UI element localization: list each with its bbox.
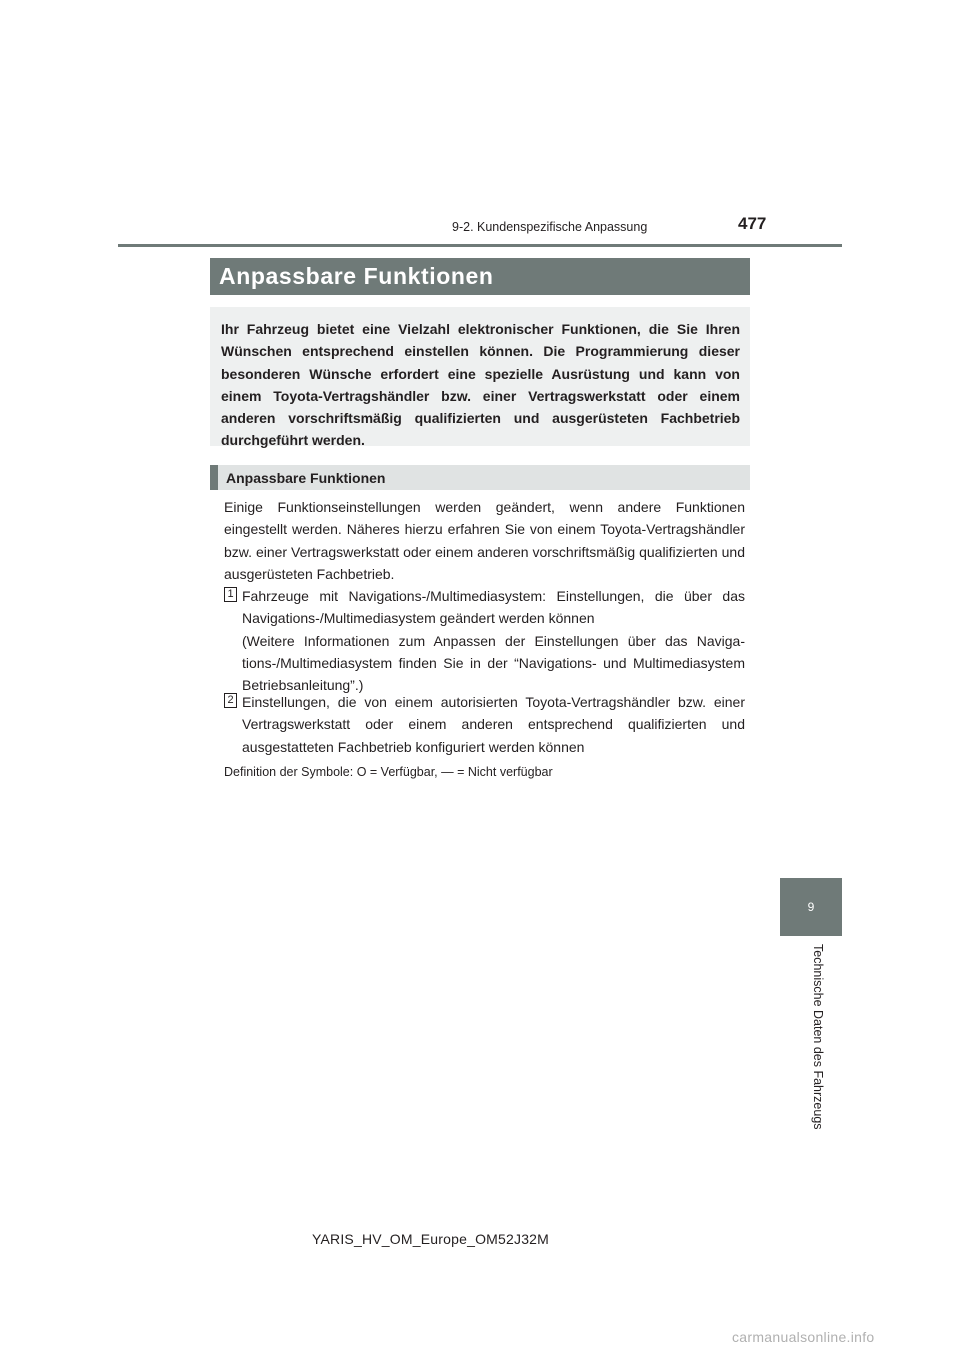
symbol-definition-note: Definition der Symbole: O = Verfügbar, — = Nicht verfügbar	[224, 765, 553, 779]
intro-box	[210, 307, 750, 449]
body-paragraph: Einige Funktionseinstellungen werden geändert, wenn andere Funktionen eingestellt werden. Näheres hierzu erfahren Sie von einem Toyota-Vertragshändler bzw. einer Vertragswerkstatt oder einem anderen vorschriftsmäßig qualifizierten und ausgerüsteten Fachbetrieb.	[224, 499, 745, 582]
footer-document-code: YARIS_HV_OM_Europe_OM52J32M	[312, 1231, 550, 1247]
item-1-note: (Weitere Informationen zum Anpassen der Einstellungen über das Navigations-/Multimediasystem finden Sie in der “Navigations- und Multimediasystem Betriebsanleitung”.)	[242, 632, 745, 694]
running-header-section: 9-2. Kundenspezifische Anpassung	[452, 220, 648, 234]
section-header	[210, 465, 750, 490]
chapter-number: 9	[807, 900, 815, 914]
numbered-item-1	[224, 585, 745, 696]
numbered-item-2	[224, 691, 745, 758]
item-2-text: Einstellungen, die von einem autorisierten Toyota-Vertragshändler bzw. einer Vertragswerkstatt oder einem anderen entsprechend qualifizierten und ausgestatteten Fachbetrieb konfiguriert werden können	[242, 694, 745, 755]
item-1-text: Fahrzeuge mit Navigations-/Multimediasystem: Einstellungen, die über das Navigations-/Multimediasystem geändert werden können	[242, 588, 745, 627]
title-bar	[210, 258, 750, 295]
page-number: 477	[738, 214, 767, 233]
chapter-tab-label: Technische Daten des Fahrzeugs	[811, 944, 825, 1130]
number-badge-2: 2	[224, 693, 237, 708]
intro-text: Ihr Fahrzeug bietet eine Vielzahl elektronischer Funktionen, die Sie Ihren Wünschen entsprechend einstellen können. Die Programmierung dieser besonderen Wünsche erfordert eine spezielle Ausrüstung und kann von einem Toyota-Vertragshändler bzw. einer Vertragswerkstatt oder einem anderen vorschriftsmäßig qualifizierten und ausgerüsteten Fachbetrieb durchgeführt werden.	[221, 321, 740, 449]
number-badge-1: 1	[224, 587, 237, 602]
chapter-tab[interactable]	[780, 878, 842, 936]
watermark: carmanualsonline.info	[732, 1329, 875, 1345]
page-title: Anpassbare Funktionen	[219, 263, 494, 289]
section-title: Anpassbare Funktionen	[226, 469, 386, 486]
header-rule	[118, 244, 842, 247]
